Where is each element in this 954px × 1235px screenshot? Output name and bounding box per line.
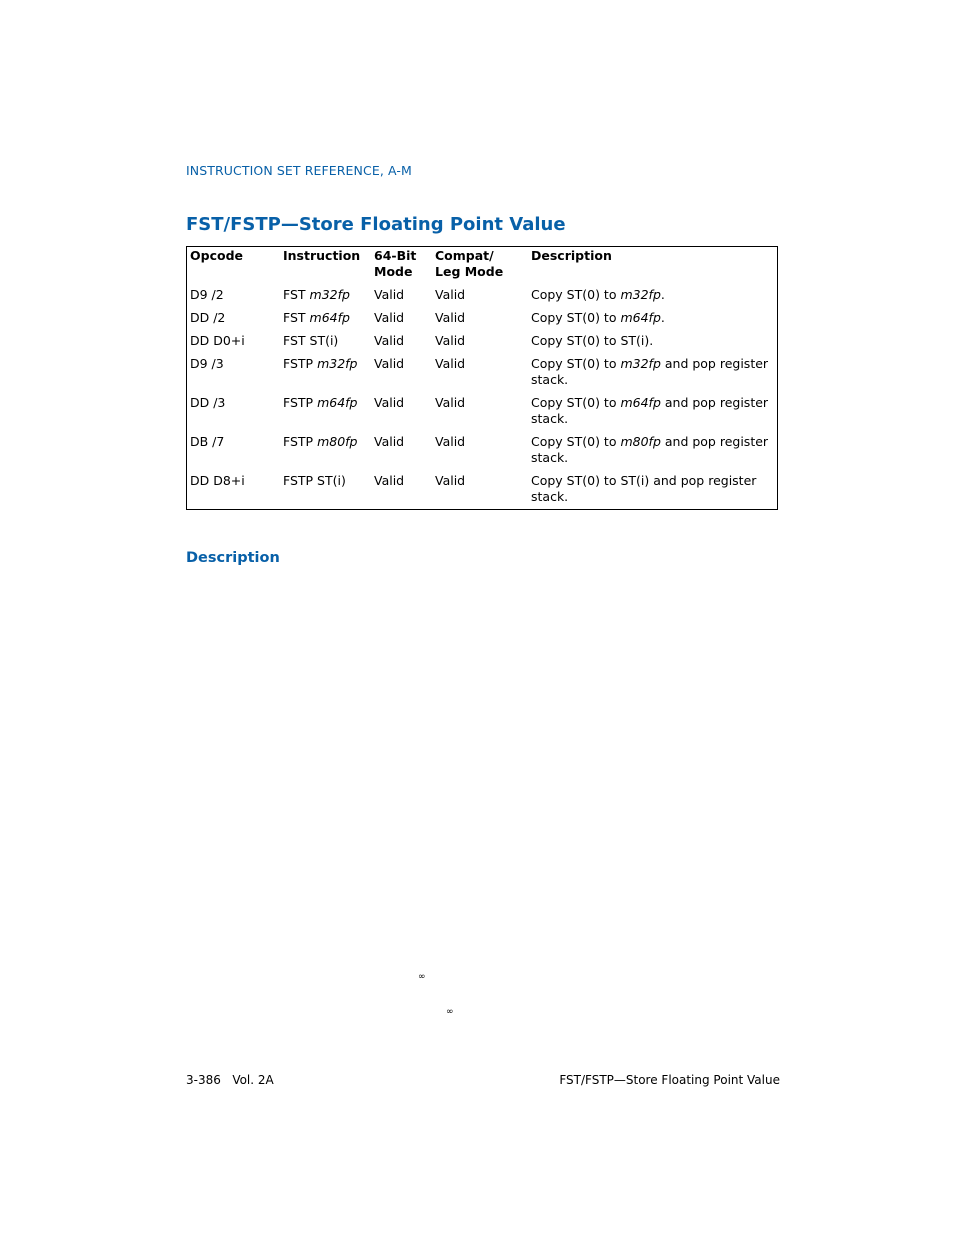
description-post: and pop register stack. [531,434,769,465]
cell-description: Copy ST(0) to m64fp and pop register stack. [531,395,769,426]
cell-opcode: DD D8+i [190,473,245,488]
footer-title: FST/FSTP—Store Floating Point Value [559,1073,780,1087]
cell-description: Copy ST(0) to m64fp. [531,310,665,325]
instruction-mnemonic: FSTP [283,434,314,449]
cell-description: Copy ST(0) to ST(i). [531,333,654,348]
cell-compat-mode: Valid [435,287,466,302]
cell-compat-mode: Valid [435,395,466,410]
cell-instruction [280,434,371,473]
cell-64bit-mode: Valid [374,310,405,325]
table-row [187,310,778,333]
instruction-mnemonic: FSTP [283,356,314,371]
cell-description: Copy ST(0) to m32fp. [531,287,665,302]
instruction-operand: m80fp [317,434,358,449]
cell-description: Copy ST(0) to ST(i) and pop register stack. [531,473,757,504]
instruction-operand: m64fp [317,395,358,410]
table-row [187,473,778,510]
running-head: INSTRUCTION SET REFERENCE, A-M [186,163,412,178]
cell-instruction [280,395,371,434]
cell-64bit-mode: Valid [374,333,405,348]
header-opcode: Opcode [190,248,243,263]
cell-compat-mode: Valid [435,356,466,371]
table-row [187,287,778,310]
cell-description: Copy ST(0) to m32fp and pop register stack. [531,356,769,387]
cell-64bit-mode: Valid [374,395,405,410]
cell-instruction [280,356,371,395]
table-row [187,333,778,356]
instruction-operand: m64fp [309,310,350,325]
cell-opcode: DD /3 [190,395,226,410]
instruction-mnemonic: FST [283,287,306,302]
table-row [187,395,778,434]
cell-opcode: DD D0+i [190,333,245,348]
instruction-operand: m32fp [317,356,358,371]
cell-instruction [280,473,371,510]
cell-64bit-mode: Valid [374,356,405,371]
cell-instruction [280,287,371,310]
cell-opcode: DD /2 [190,310,226,325]
header-64bit-mode: 64-Bit Mode [374,248,417,279]
table-header-row [187,247,778,288]
table-row [187,434,778,473]
description-post: . [660,287,665,302]
cell-opcode: DB /7 [190,434,225,449]
cell-opcode: D9 /2 [190,287,224,302]
section-heading-description: Description [186,550,280,566]
infinity-symbol: ∞ [446,1007,454,1017]
instruction-mnemonic: FST ST(i) [283,333,339,348]
cell-description: Copy ST(0) to m80fp and pop register stack. [531,434,769,465]
cell-compat-mode: Valid [435,473,466,488]
header-compat-leg-mode: Compat/ Leg Mode [435,248,504,279]
description-post: and pop register stack. [531,356,769,387]
instruction-mnemonic: FSTP ST(i) [283,473,346,488]
footer-page-number: 3-386 Vol. 2A [186,1073,274,1087]
cell-64bit-mode: Valid [374,287,405,302]
header-description: Description [531,248,612,263]
cell-compat-mode: Valid [435,333,466,348]
opcode-table [186,246,778,510]
instruction-mnemonic: FSTP [283,395,314,410]
cell-64bit-mode: Valid [374,473,405,488]
description-post: and pop register stack. [531,395,769,426]
instruction-mnemonic: FST [283,310,306,325]
header-instruction: Instruction [283,248,361,263]
cell-opcode: D9 /3 [190,356,224,371]
cell-instruction [280,333,371,356]
infinity-symbol: ∞ [418,972,426,982]
cell-compat-mode: Valid [435,434,466,449]
description-post: . [660,310,665,325]
instruction-operand: m32fp [309,287,350,302]
table-row [187,356,778,395]
cell-compat-mode: Valid [435,310,466,325]
page-title: FST/FSTP—Store Floating Point Value [186,214,566,235]
cell-instruction [280,310,371,333]
cell-64bit-mode: Valid [374,434,405,449]
